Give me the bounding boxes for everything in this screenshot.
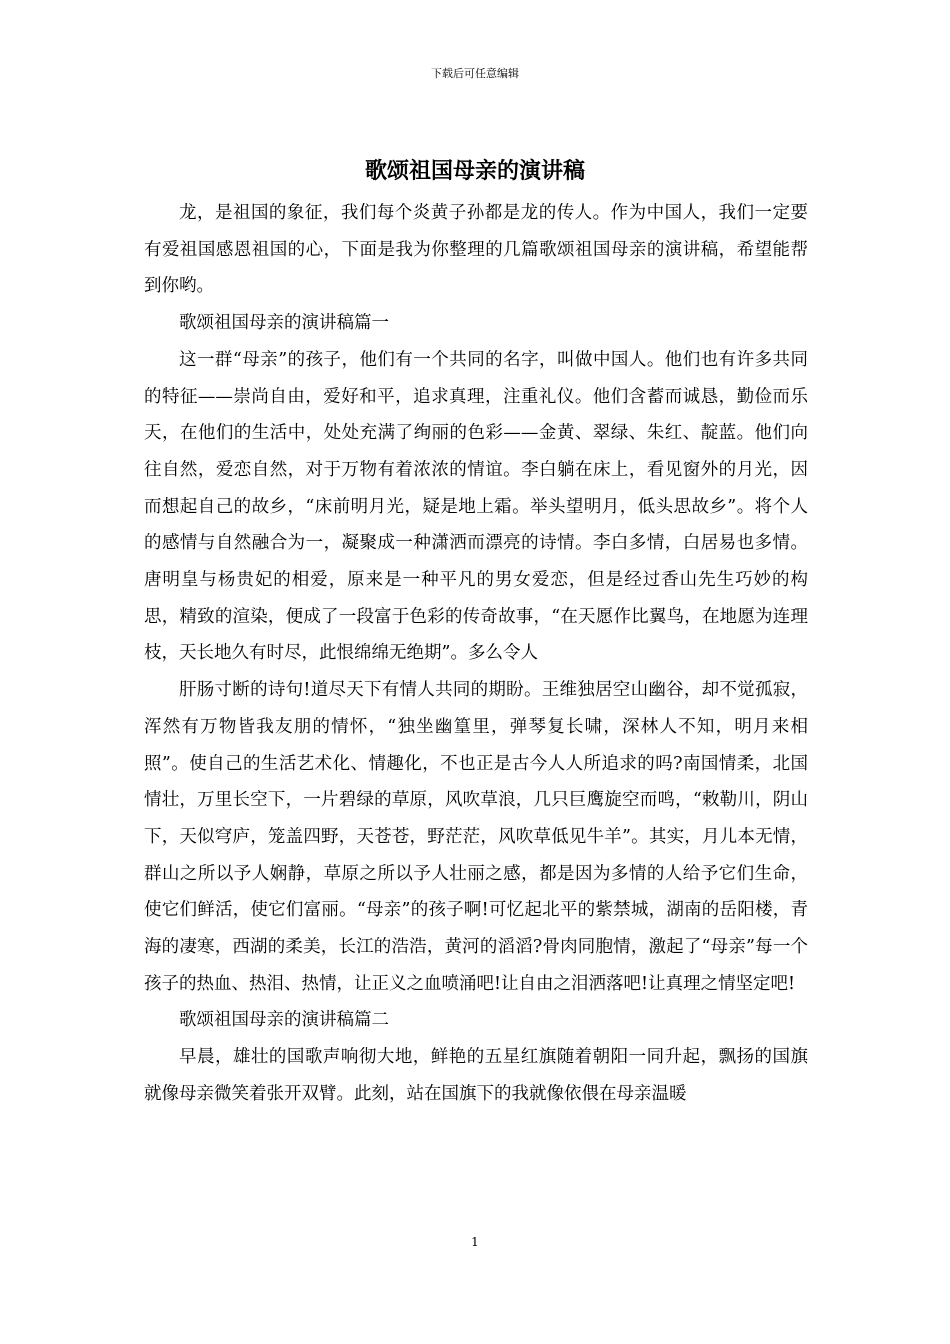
page-header-note: 下载后可任意编辑 (431, 67, 519, 80)
paragraph: 早晨，雄壮的国歌声响彻大地，鲜艳的五星红旗随着朝阳一同升起，飘扬的国旗就像母亲微笑着张开双臂。此刻，站在国旗下的我就像依偎在母亲温暖 (144, 1047, 808, 1104)
section-heading-1: 歌颂祖国母亲的演讲稿篇一 (179, 313, 389, 334)
paragraph: 这一群“母亲”的孩子，他们有一个共同的名字，叫做中国人。他们也有许多共同的特征——崇尚自由，爱好和平，追求真理，注重礼仪。他们含蓄而诚恳，勤俭而乐天，在他们的生活中，处处充满了绚丽的色彩——金黄、翠绿、朱红、靛蓝。他们向往自然，爱恋自然，对于万物有着浓浓的情谊。李白躺在床上，看见窗外的月光，因而想起自己的故乡，“床前明月光，疑是地上霜。举头望明月，低头思故乡”。将个人的感情与自然融合为一，凝聚成一种潇洒而漂亮的诗情。李白多情，白居易也多情。唐明皇与杨贵妃的相爱，原来是一种平凡的男女爱恋，但是经过香山先生巧妙的构思，精致的渲染，便成了一段富于色彩的传奇故事，“在天愿作比翼鸟，在地愿为连理枝，天长地久有时尽，此恨绵绵无绝期”。多么令人 (144, 349, 808, 664)
document-body (144, 195, 808, 1113)
page-number: 1 (471, 1235, 479, 1249)
document-title: 歌颂祖国母亲的演讲稿 (364, 158, 585, 184)
paragraph-intro: 龙，是祖国的象征，我们每个炎黄子孙都是龙的传人。作为中国人，我们一定要有爱祖国感恩祖国的心，下面是我为你整理的几篇歌颂祖国母亲的演讲稿，希望能帮到你哟。 (144, 203, 808, 297)
paragraph: 肝肠寸断的诗句!道尽天下有情人共同的期盼。王维独居空山幽谷，却不觉孤寂，浑然有万物皆我友朋的情怀，“独坐幽篁里，弹琴复长啸，深林人不知，明月来相照”。使自己的生活艺术化、情趣化，不也正是古今人人所追求的吗?南国情柔，北国情壮，万里长空下，一片碧绿的草原，风吹草浪，几只巨鹰旋空而鸣，“敕勒川，阴山下，天似穹庐，笼盖四野，天苍苍，野茫茫，风吹草低见牛羊”。其实，月儿本无情，群山之所以予人娴静，草原之所以予人壮丽之感，都是因为多情的人给予它们生命，使它们鲜活，使它们富丽。“母亲”的孩子啊!可忆起北平的紫禁城，湖南的岳阳楼，青海的凄寒，西湖的柔美，长江的浩浩，黄河的滔滔?骨肉同胞情，激起了“母亲”每一个孩子的热血、热泪、热情，让正义之血喷涌吧!让自由之泪洒落吧!让真理之情坚定吧! (144, 680, 808, 994)
section-heading-2: 歌颂祖国母亲的演讲稿篇二 (179, 1010, 389, 1031)
